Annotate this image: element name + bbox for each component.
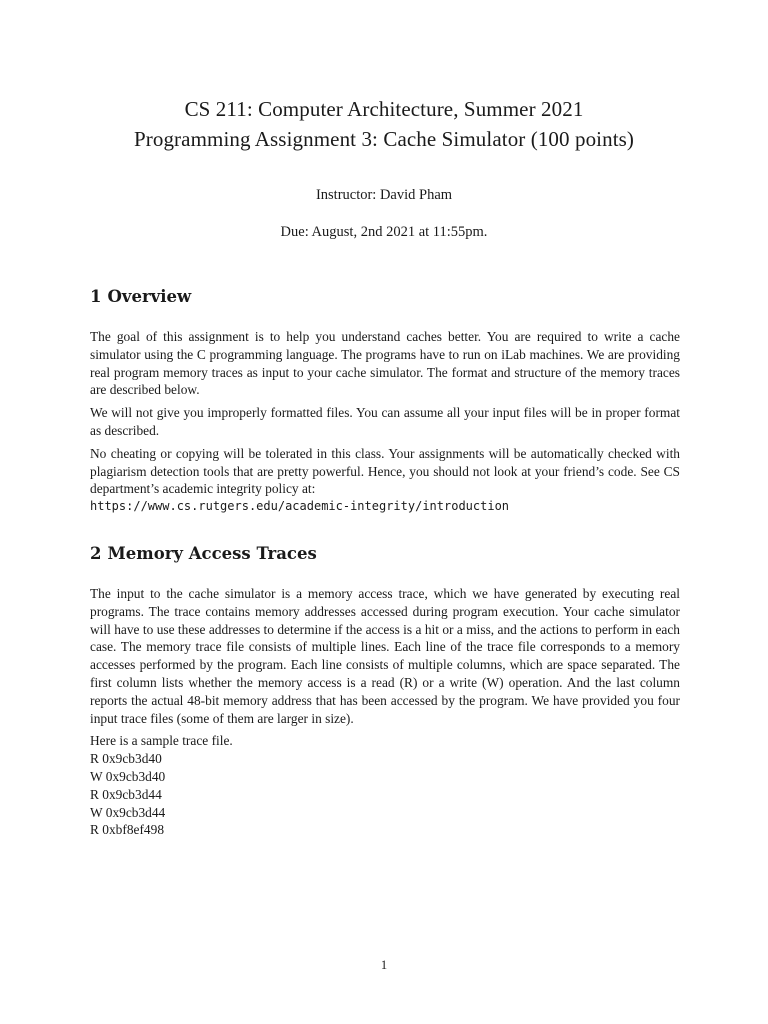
- section-body-overview: [90, 328, 680, 516]
- trace-line: R 0x9cb3d44: [90, 786, 162, 802]
- trace-line: R 0xbf8ef498: [90, 822, 165, 838]
- document-title: [0, 94, 768, 154]
- paragraph: Here is a sample trace file.: [90, 733, 233, 749]
- trace-line: R 0x9cb3d40: [90, 751, 162, 767]
- paragraph: The input to the cache simulator is a memory access trace, which we have generated by executing real programs. The trace contains memory addresses accessed during program execution. Your cache simulator will have to use these addresses to determine if the access is a hit or a miss, and the actions to perform in each case. The memory trace file consists of multiple lines. Each line of the trace file corresponds to a memory accesses performed by the program. Each line consists of multiple columns, which are space separated. The first column lists whether the memory access is a read (R) or a write (W) operation. And the last column reports the actual 48-bit memory address that has been accessed by the program. We have provided you four input trace files (some of them are larger in size).: [90, 586, 680, 726]
- instructor-line: Instructor: David Pham: [315, 187, 453, 203]
- section-heading-memory-access-traces: [90, 543, 317, 565]
- trace-line: W 0x9cb3d44: [90, 804, 166, 820]
- paragraph: We will not give you improperly formatted files. You can assume all your input files will be in proper format as described.: [90, 405, 680, 438]
- section-body-memory-access-traces: [90, 585, 680, 839]
- sample-trace-list: [90, 750, 680, 839]
- title-line-assignment: Programming Assignment 3: Cache Simulator (100 points): [133, 127, 635, 151]
- section-title: Overview: [107, 287, 192, 306]
- trace-line: W 0x9cb3d40: [90, 768, 166, 784]
- section-number: 1: [90, 287, 102, 306]
- title-line-course: CS 211: Computer Architecture, Summer 2021: [184, 97, 584, 121]
- section-title: Memory Access Traces: [107, 544, 317, 563]
- paragraph: The goal of this assignment is to help you understand caches better. You are required to write a cache simulator using the C programming language. The programs have to run on iLab machines. We are providing real program memory traces as input to your cache simulator. The format and structure of the memory traces are described below.: [90, 329, 680, 398]
- paragraph-text: No cheating or copying will be tolerated in this class. Your assignments will be automatically checked with plagiarism detection tools that are pretty powerful. Hence, you should not look at your friend’s code. See CS department’s academic integrity policy at:: [90, 445, 680, 497]
- integrity-policy-link[interactable]: https://www.cs.rutgers.edu/academic-integrity/introduction: [90, 499, 510, 514]
- due-date-line: Due: August, 2nd 2021 at 11:55pm.: [280, 224, 488, 240]
- page-number: 1: [380, 958, 388, 972]
- paragraph: [90, 445, 680, 516]
- section-heading-overview: [90, 286, 191, 308]
- section-number: 2: [90, 544, 102, 563]
